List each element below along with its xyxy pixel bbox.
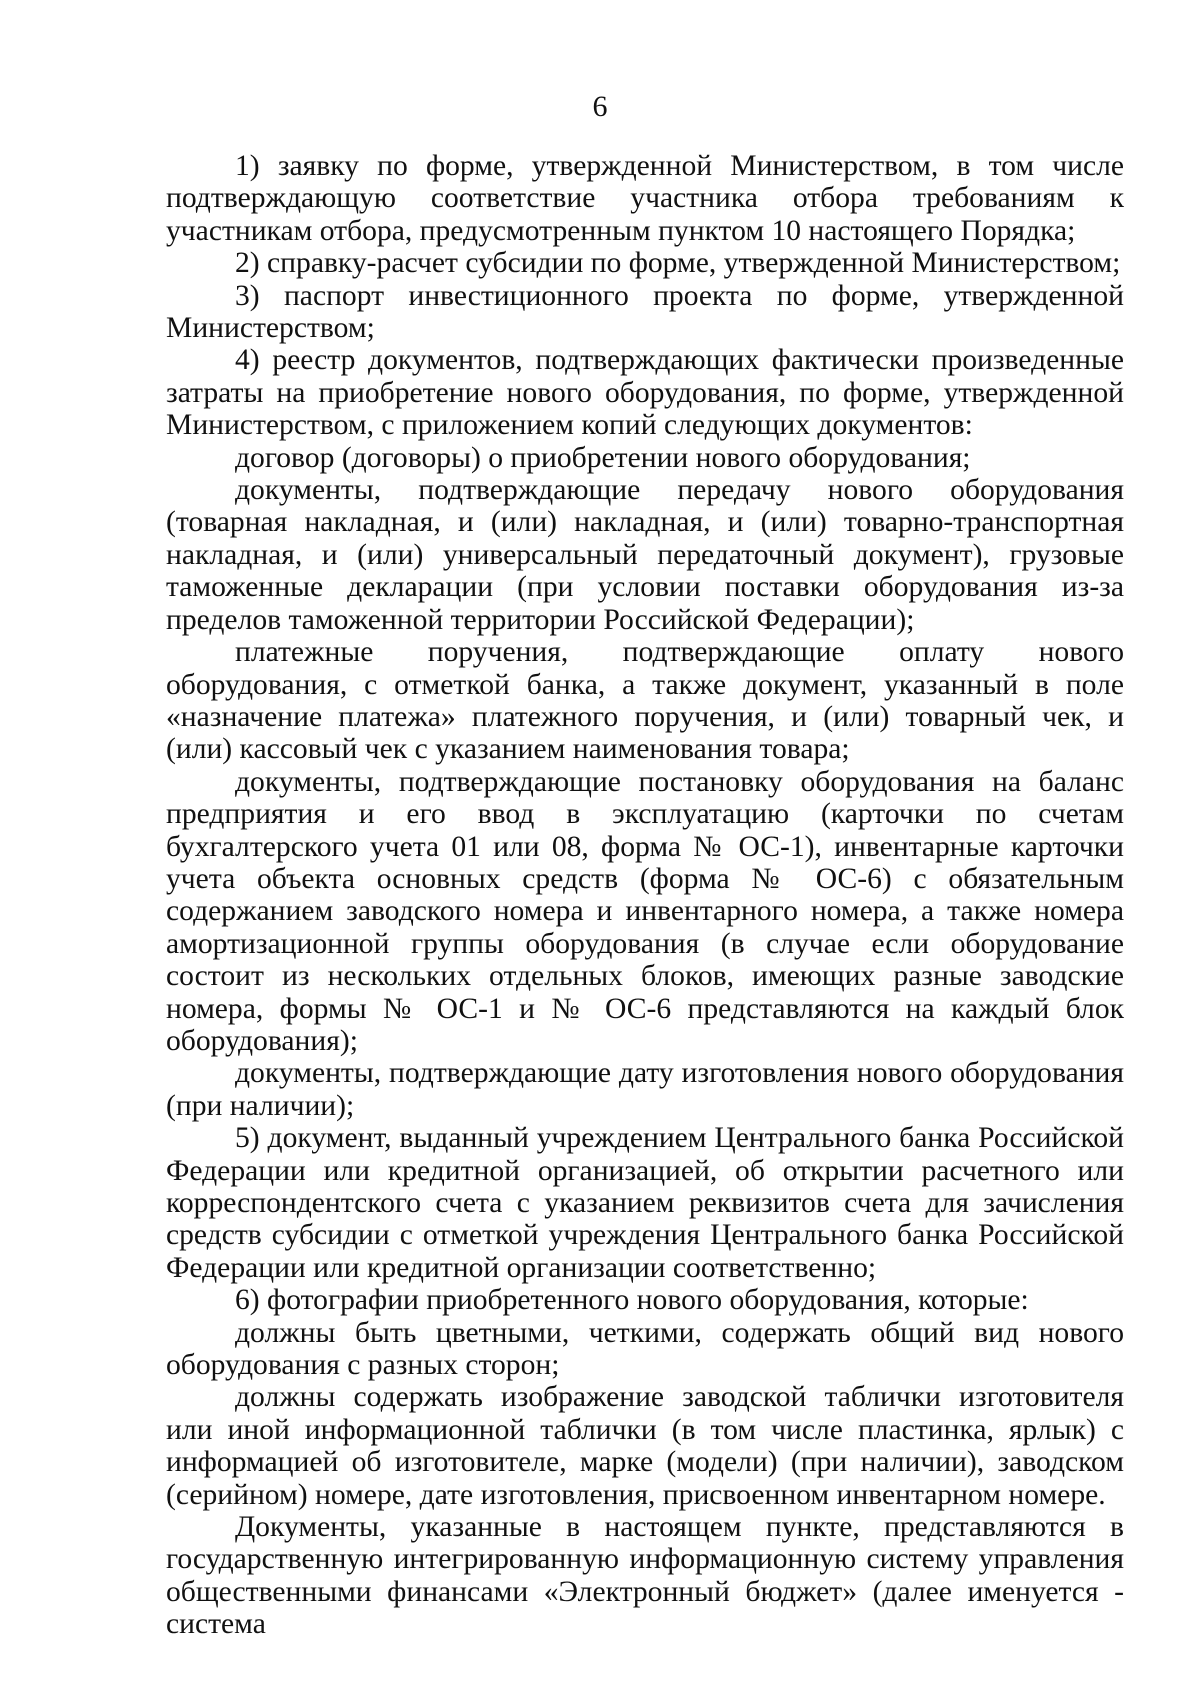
paragraph-item-1: 1) заявку по форме, утвержденной Министерством, в том числе подтверждающую соответствие участника отбора требованиям к участникам отбора, предусмотренным пунктом 10 настоящего Порядка; xyxy=(166,150,1124,247)
paragraph-item-2: 2) справку-расчет субсидии по форме, утвержденной Министерством; xyxy=(235,247,1121,280)
page-number: 6 xyxy=(592,90,608,123)
paragraph-item-4: 4) реестр документов, подтверждающих фактически произведенные затраты на приобретение нового оборудования, по форме, утвержденной Министерством, с приложением копий следующих документов: xyxy=(166,344,1124,442)
paragraph-transfer-documents: документы, подтверждающие передачу нового оборудования (товарная накладная, и (или) накладная, и (или) товарно-транспортная накладная, и (или) универсальный передаточный документ), грузовые таможенные декларации (при условии поставки оборудования из-за пределов таможенной территории Российской Федерации); xyxy=(166,474,1124,636)
paragraph-photo-color: должны быть цветными, четкими, содержать общий вид нового оборудования с разных сторон; xyxy=(166,1316,1124,1382)
paragraph-manufacture-date: документы, подтверждающие дату изготовления нового оборудования (при наличии); xyxy=(166,1057,1124,1122)
paragraph-payment-orders: платежные поручения, подтверждающие оплату нового оборудования, с отметкой банка, а также документ, указанный в поле «назначение платежа» платежного поручения, и (или) товарный чек, и (или) кассовый чек с указанием наименования товара; xyxy=(166,636,1124,766)
paragraph-item-3: 3) паспорт инвестиционного проекта по форме, утвержденной Министерством; xyxy=(166,279,1124,345)
paragraph-item-6: 6) фотографии приобретенного нового оборудования, которые: xyxy=(235,1284,1029,1317)
paragraph-photo-plate: должны содержать изображение заводской таблички изготовителя или иной информационной таблички (в том числе пластинка, ярлык) с информацией об изготовителе, марке (модели) (при наличии), заводском (серийном) номере, дате изготовления, присвоенном инвентарном номере. xyxy=(166,1381,1124,1511)
paragraph-balance-documents: документы, подтверждающие постановку оборудования на баланс предприятия и его ввод в эксплуатацию (карточки по счетам бухгалтерского учета 01 или 08, форма № ОС-1), инвентарные карточки учета объекта основных средств (форма № ОС-6) с обязательным содержанием заводского номера и инвентарного номера, а также номера амортизационной группы оборудования (в случае если оборудование состоит из нескольких отдельных блоков, имеющих разные заводские номера, формы № ОС-1 и № ОС-6 представляются на каждый блок оборудования); xyxy=(166,765,1124,1057)
paragraph-submission: Документы, указанные в настоящем пункте, представляются в государственную интегрированную информационную систему управления общественными финансами «Электронный бюджет» (далее именуется - система xyxy=(166,1511,1124,1641)
paragraph-contract: договор (договоры) о приобретении нового оборудования; xyxy=(235,441,971,474)
paragraph-item-5: 5) документ, выданный учреждением Центрального банка Российской Федерации или кредитной организацией, об открытии расчетного или корреспондентского счета с указанием реквизитов счета для зачисления средств субсидии с отметкой учреждения Центрального банка Российской Федерации или кредитной организации соответственно; xyxy=(166,1122,1124,1284)
document-body xyxy=(166,150,1124,1641)
